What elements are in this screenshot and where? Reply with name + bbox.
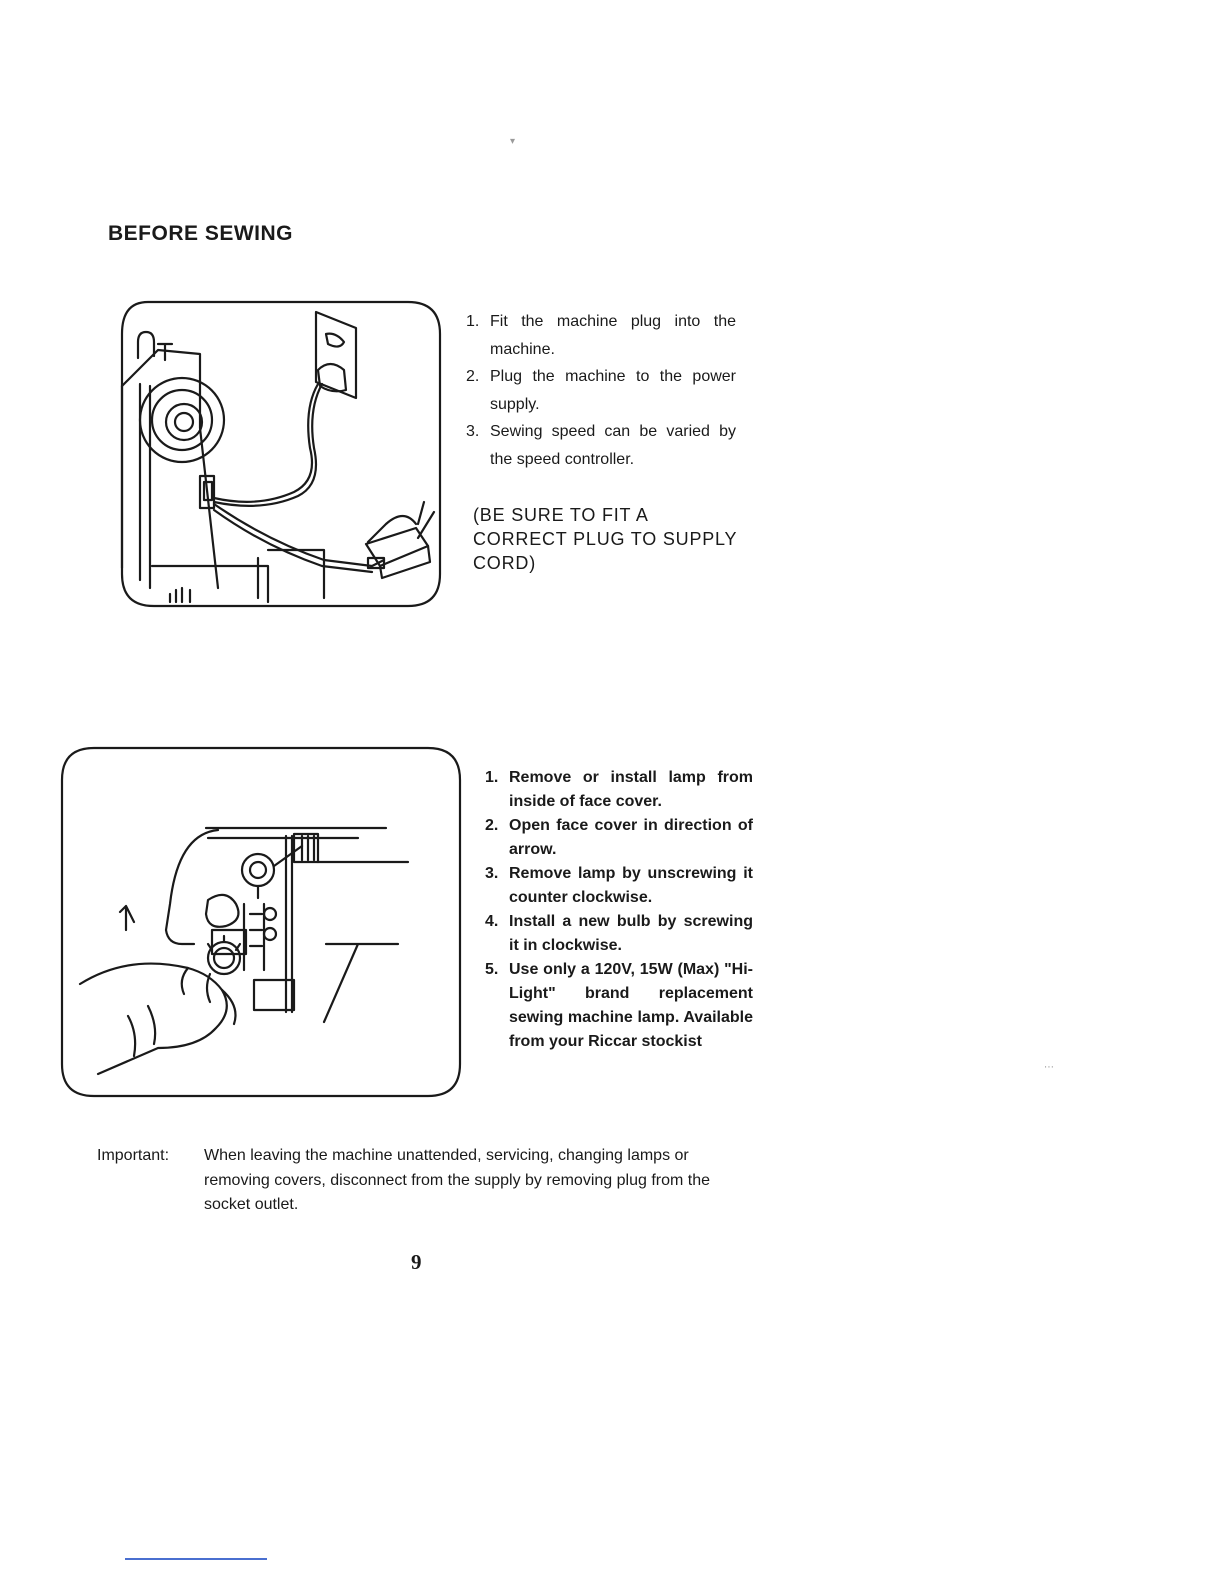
list-item [485, 910, 753, 958]
list-item [466, 308, 736, 363]
step-number: 2. [466, 368, 480, 385]
lamp-replacement-illustration [58, 744, 464, 1100]
step-text: Remove or install lamp from inside of face cover. [509, 769, 753, 810]
setup-steps-list [466, 308, 736, 473]
step-text: Plug the machine to the power supply. [490, 368, 736, 413]
plug-warning: (BE SURE TO FIT A CORRECT PLUG TO SUPPLY CORD) [473, 505, 738, 573]
important-label: Important: [97, 1147, 170, 1164]
step-number: 3. [485, 865, 499, 882]
power-connection-illustration [118, 298, 444, 610]
list-item [466, 418, 736, 473]
list-item [485, 766, 753, 814]
important-notice [97, 1144, 737, 1218]
step-text: Use only a 120V, 15W (Max) "Hi-Light" brand replacement sewing machine lamp. Available from your Riccar stockist [509, 961, 753, 1050]
step-number: 1. [485, 769, 499, 786]
step-number: 5. [485, 961, 499, 978]
list-item [485, 814, 753, 862]
important-text: When leaving the machine unattended, servicing, changing lamps or removing covers, disconnect from the supply by removing plug from the socket outlet. [204, 1147, 711, 1213]
list-item [485, 862, 753, 910]
scan-speck: ▾ [510, 136, 516, 147]
lamp-steps-list [485, 766, 753, 1054]
page-heading: BEFORE SEWING [108, 222, 294, 245]
step-number: 2. [485, 817, 499, 834]
page-number: 9 [411, 1250, 422, 1274]
step-text: Sewing speed can be varied by the speed controller. [490, 423, 736, 468]
step-text: Fit the machine plug into the machine. [490, 313, 736, 358]
step-text: Install a new bulb by screwing it in clockwise. [509, 913, 753, 954]
step-number: 3. [466, 423, 480, 440]
list-item [485, 958, 753, 1054]
scan-speck: ⋯ [1044, 1062, 1054, 1073]
step-text: Remove lamp by unscrewing it counter clockwise. [509, 865, 753, 906]
step-number: 4. [485, 913, 499, 930]
step-number: 1. [466, 313, 480, 330]
list-item [466, 363, 736, 418]
bottom-rule [125, 1558, 267, 1560]
step-text: Open face cover in direction of arrow. [509, 817, 753, 858]
